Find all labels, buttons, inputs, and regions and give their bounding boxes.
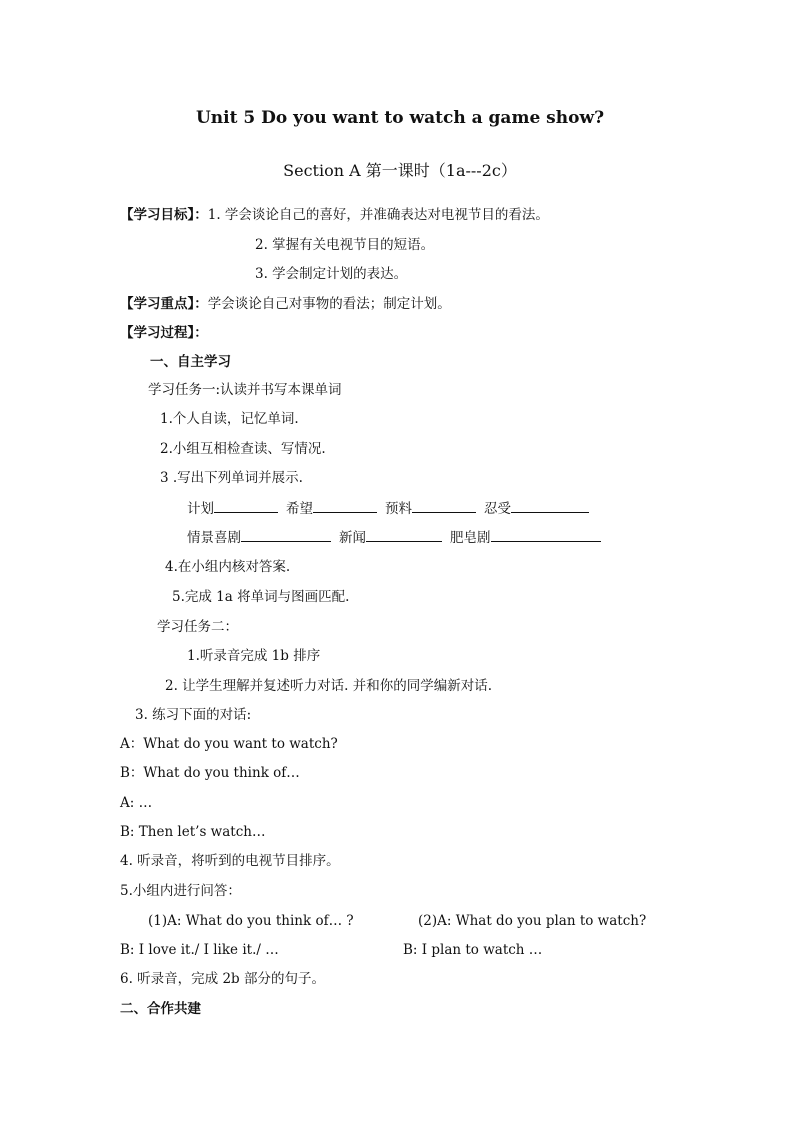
- task1-heading: 学习任务一:认读并书写本课单词: [148, 382, 342, 398]
- word-label: 情景喜剧: [187, 530, 241, 546]
- step-3: 3 .写出下列单词并展示.: [160, 470, 303, 486]
- step-4: 4.在小组内核对答案.: [165, 559, 291, 575]
- word-label: 希望: [286, 501, 313, 517]
- word-row-1: [187, 499, 597, 518]
- word-label: 肥皂剧: [450, 530, 491, 546]
- goal-item-2: 2. 掌握有关电视节目的短语。: [255, 237, 435, 253]
- dialogue-line-3: A: …: [120, 795, 153, 811]
- dialogue-line-2: B：What do you think of…: [120, 765, 300, 781]
- word-blank[interactable]: [241, 528, 331, 542]
- goals-line: [120, 206, 549, 224]
- qa-answer-2: B: I plan to watch …: [403, 942, 543, 958]
- dialogue-line-4: B: Then let’s watch…: [120, 824, 266, 840]
- word-label: 新闻: [339, 530, 366, 546]
- word-blank[interactable]: [511, 499, 589, 513]
- process-label: 【学习过程】：: [120, 325, 208, 341]
- step-5: 5.完成 1a 将单词与图画匹配.: [172, 589, 350, 605]
- task2-step-5: 5.小组内进行问答：: [120, 883, 241, 899]
- step-1: 1.个人自读，记忆单词.: [160, 411, 299, 427]
- task2-step-1: 1.听录音完成 1b 排序: [187, 648, 321, 664]
- part2-heading: 二、合作共建: [120, 1001, 201, 1017]
- word-blank[interactable]: [366, 528, 442, 542]
- dialogue-line-1: A：What do you want to watch?: [120, 736, 338, 752]
- task2-step-4: 4. 听录音，将听到的电视节目排序。: [120, 853, 340, 869]
- word-blank[interactable]: [214, 499, 278, 513]
- goal-item-1: 1. 学会谈论自己的喜好，并准确表达对电视节目的看法。: [207, 207, 549, 223]
- focus-line: [120, 295, 451, 313]
- task2-heading: 学习任务二：: [157, 619, 238, 635]
- word-blank[interactable]: [313, 499, 377, 513]
- word-blank[interactable]: [412, 499, 476, 513]
- goals-label: 【学习目标】：: [120, 207, 208, 223]
- word-row-2: [187, 528, 609, 547]
- focus-text: 学会谈论自己对事物的看法；制定计划。: [207, 296, 451, 312]
- focus-label: 【学习重点】：: [120, 296, 208, 312]
- word-label: 预料: [385, 501, 412, 517]
- part1-heading: 一、自主学习: [150, 354, 231, 370]
- task2-step-2: 2. 让学生理解并复述听力对话. 并和你的同学编新对话.: [165, 678, 493, 694]
- goal-item-3: 3. 学会制定计划的表达。: [255, 266, 408, 282]
- word-label: 计划: [187, 501, 214, 517]
- word-label: 忍受: [484, 501, 511, 517]
- qa-question-1: (1)A: What do you think of… ?: [148, 913, 354, 929]
- qa-question-2: (2)A: What do you plan to watch?: [418, 913, 647, 929]
- task2-step-3: 3. 练习下面的对话:: [135, 707, 252, 723]
- task2-step-6: 6. 听录音，完成 2b 部分的句子。: [120, 971, 325, 987]
- step-2: 2.小组互相检查读、写情况.: [160, 441, 326, 457]
- document-title: Unit 5 Do you want to watch a game show?: [195, 108, 605, 128]
- word-blank[interactable]: [491, 528, 601, 542]
- section-subtitle: Section A 第一课时（1a---2c）: [283, 161, 517, 180]
- qa-answer-1: B: I love it./ I like it./ …: [120, 942, 279, 958]
